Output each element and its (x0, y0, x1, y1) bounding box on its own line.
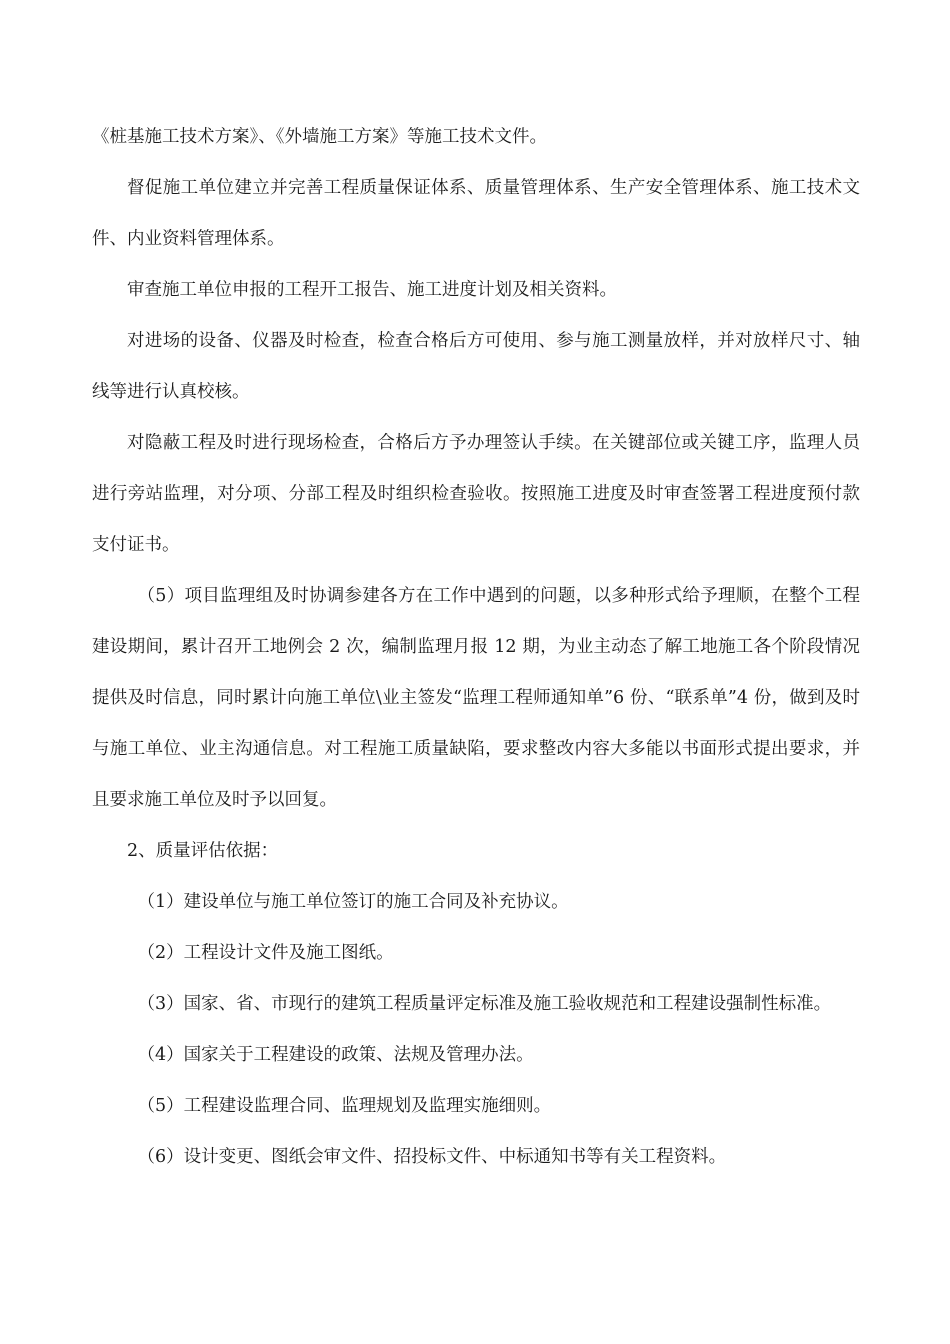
section-heading-quality-basis: 2、质量评估依据： (127, 841, 279, 861)
list-item-basis-6: （6）设计变更、图纸会审文件、招投标文件、中标通知书等有关工程资料。 (137, 1147, 727, 1167)
list-item-basis-2: （2）工程设计文件及施工图纸。 (137, 943, 394, 963)
list-item-basis-1: （1）建设单位与施工单位签订的施工合同及补充协议。 (137, 892, 569, 912)
paragraph-coordination: （5）项目监理组及时协调参建各方在工作中遇到的问题，以多种形式给予理顺，在整个工程建设期间，累计召开工地例会 2 次，编制监理月报 12 期，为业主动态了解工地施工各个阶段情况提供及时信息，同时累计向施工单位\业主签发“监理工程师通知单”6 份、“联系单”4 份，做到及时与施工单位、业主沟通信息。对工程施工质量缺陷，要求整改内容大多能以书面形式提出要求，并且要求施工单位及时予以回复。 (92, 586, 860, 810)
paragraph-equipment-check: 对进场的设备、仪器及时检查，检查合格后方可使用、参与施工测量放样，并对放样尺寸、轴线等进行认真校核。 (92, 331, 860, 402)
list-item-basis-5: （5）工程建设监理合同、监理规划及监理实施细则。 (137, 1096, 552, 1116)
list-item-basis-4: （4）国家关于工程建设的政策、法规及管理办法。 (137, 1045, 534, 1065)
paragraph-supervise-systems: 督促施工单位建立并完善工程质量保证体系、质量管理体系、生产安全管理体系、施工技术文件、内业资料管理体系。 (92, 178, 860, 249)
list-item-basis-3: （3）国家、省、市现行的建筑工程质量评定标准及施工验收规范和工程建设强制性标准。 (137, 994, 832, 1014)
paragraph-review-reports: 审查施工单位申报的工程开工报告、施工进度计划及相关资料。 (127, 280, 617, 300)
document-body (92, 112, 860, 1183)
paragraph-concealed-works: 对隐蔽工程及时进行现场检查，合格后方予办理签认手续。在关键部位或关键工序，监理人员进行旁站监理，对分项、分部工程及时组织检查验收。按照施工进度及时审查签署工程进度预付款支付证书。 (92, 433, 860, 555)
paragraph-technical-documents: 《桩基施工技术方案》、《外墙施工方案》等施工技术文件。 (92, 127, 547, 147)
